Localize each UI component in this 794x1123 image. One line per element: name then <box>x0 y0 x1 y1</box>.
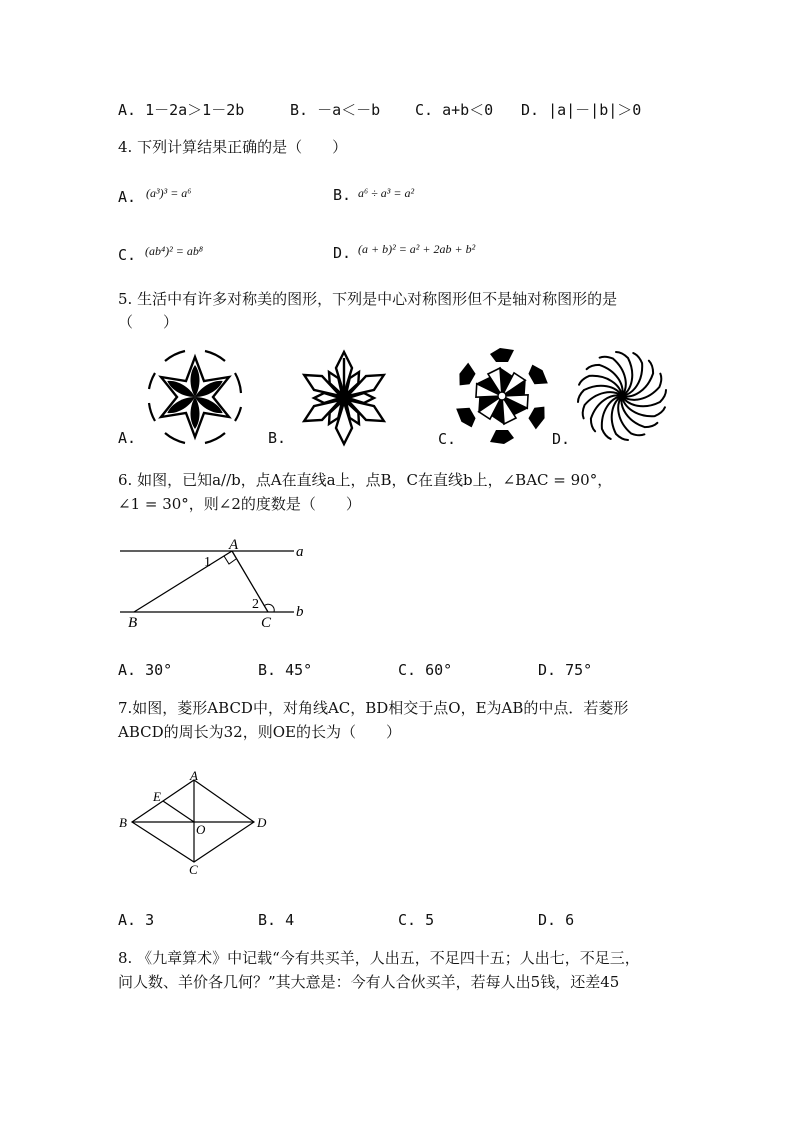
q4-option-c-expr: (ab⁴)² = ab⁸ <box>145 244 204 258</box>
q7-stem-line1: 7.如图，菱形ABCD中，对角线AC，BD相交于点O，E为AB的中点．若菱形 <box>118 699 629 717</box>
q5-label-c: C. <box>438 430 457 448</box>
q7-option-a: A. 3 <box>118 911 155 929</box>
q5-label-a: A. <box>118 429 137 447</box>
q4-option-d-expr: (a + b)² = a² + 2ab + b² <box>358 242 476 256</box>
label-B: B <box>119 815 127 830</box>
q4-stem: 4. 下列计算结果正确的是（ ） <box>118 138 348 156</box>
q5-figure-a <box>145 347 245 447</box>
q6-figure <box>118 537 318 631</box>
label-2: 2 <box>252 597 259 612</box>
label-D: D <box>257 815 267 830</box>
q5-figure-c <box>460 348 544 444</box>
label-E: E <box>153 789 161 804</box>
q8-stem-line2: 问人数、羊价各几何？”其大意是：今有人合伙买羊，若每人出5钱，还差45 <box>118 973 620 991</box>
label-A: A <box>190 768 198 783</box>
q3-option-b: B. －a＜－b <box>290 101 381 119</box>
q5-label-b: B. <box>268 429 287 447</box>
q4-option-d-label: D. <box>333 244 352 262</box>
q4-option-a-label: A. <box>118 188 137 206</box>
q6-stem-line1: 6. 如图，已知a//b，点A在直线a上，点B，C在直线b上，∠BAC = 90°， <box>118 471 613 489</box>
q3-option-a: A. 1－2a＞1－2b <box>118 101 245 119</box>
q5-paren: （ ） <box>118 313 179 331</box>
label-1: 1 <box>204 555 211 570</box>
q6-option-b: B. 45° <box>258 661 313 679</box>
q6-stem-line2: ∠1 = 30°，则∠2的度数是（ ） <box>118 495 361 513</box>
segment-ac <box>232 551 268 612</box>
q5-figure-b <box>291 350 397 446</box>
q4-option-c-label: C. <box>118 246 137 264</box>
label-O: O <box>196 822 206 837</box>
q7-option-d: D. 6 <box>538 911 575 929</box>
q7-stem-line2: ABCD的周长为32，则OE的长为（ ） <box>118 723 401 741</box>
q5-stem: 5. 生活中有许多对称美的图形，下列是中心对称图形但不是轴对称图形的是 <box>118 290 618 308</box>
segment-ab <box>134 551 232 612</box>
q7-option-b: B. 4 <box>258 911 295 929</box>
label-C: C <box>261 615 272 631</box>
q4-option-b-expr: a⁶ ÷ a³ = a² <box>358 186 415 200</box>
q4-option-a-expr: (a³)³ = a⁶ <box>146 186 192 200</box>
q6-option-c: C. 60° <box>398 661 453 679</box>
q8-stem-line1: 8. 《九章算术》中记载“今有共买羊，人出五，不足四十五；人出七，不足三， <box>118 949 640 967</box>
label-B: B <box>128 615 138 631</box>
right-angle-mark <box>224 556 236 564</box>
q7-option-c: C. 5 <box>398 911 435 929</box>
q6-option-a: A. 30° <box>118 661 173 679</box>
q6-option-d: D. 75° <box>538 661 593 679</box>
segment-oe <box>163 801 194 822</box>
q5-label-d: D. <box>552 430 571 448</box>
label-a: a <box>296 544 304 560</box>
q4-option-b-label: B. <box>333 186 352 204</box>
label-A: A <box>229 537 239 553</box>
q5-figure-d <box>576 350 668 442</box>
q3-option-c: C. a+b＜0 <box>415 101 494 119</box>
q7-figure <box>118 770 278 880</box>
q3-option-d: D. |a|－|b|＞0 <box>521 101 642 119</box>
label-C: C <box>189 862 198 877</box>
label-b: b <box>296 604 304 620</box>
